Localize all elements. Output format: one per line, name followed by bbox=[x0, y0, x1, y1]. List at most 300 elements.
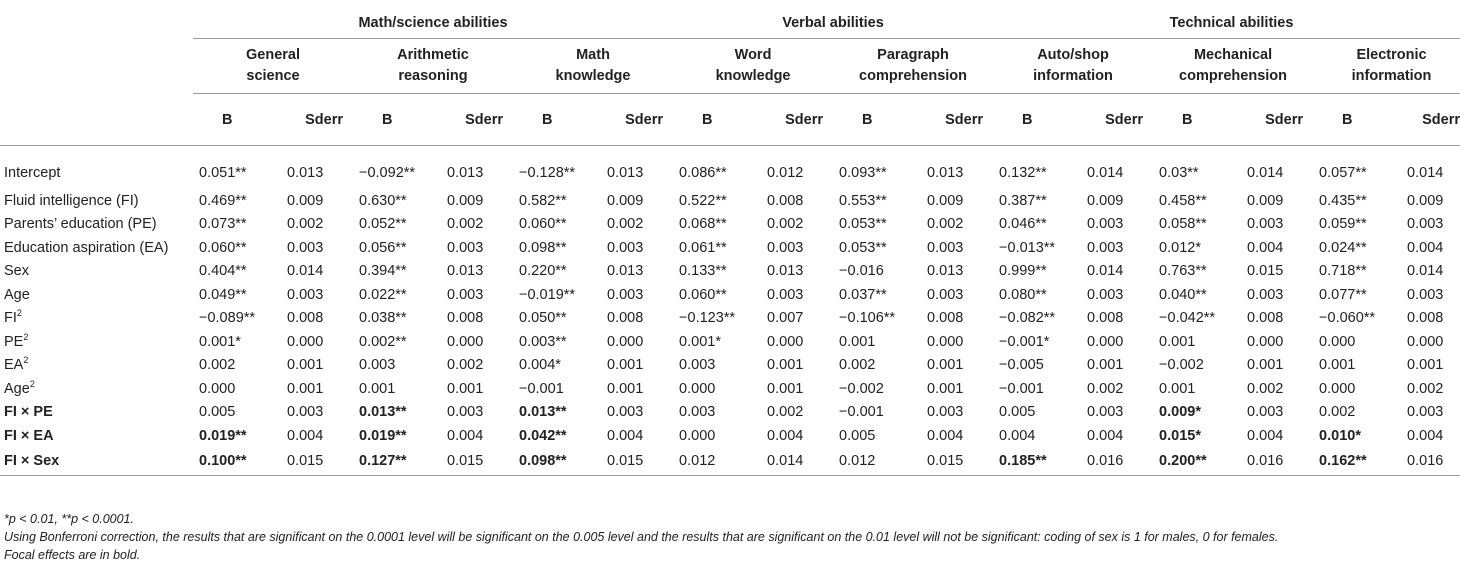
column-header-sderr: Sderr bbox=[785, 111, 824, 128]
row-label bbox=[0, 377, 193, 401]
coefficient-cell: 0.002** bbox=[359, 333, 407, 350]
sderr-cell: 0.013 bbox=[607, 263, 644, 280]
coefficient-cell: 0.582** bbox=[519, 192, 567, 209]
coefficient-cell: 0.019** bbox=[359, 427, 407, 444]
sderr-cell: 0.009 bbox=[1407, 192, 1444, 209]
sderr-cell: 0.003 bbox=[1087, 404, 1124, 421]
coefficient-cell: 0.100** bbox=[199, 452, 247, 469]
row-label-text: Intercept bbox=[4, 164, 61, 181]
coefficient-cell: 0.012* bbox=[1159, 239, 1201, 256]
sderr-cell: 0.008 bbox=[287, 310, 324, 327]
sderr-cell: 0.014 bbox=[287, 263, 324, 280]
row-label-text: FI × PE bbox=[4, 404, 53, 421]
subtest-header bbox=[513, 39, 673, 94]
coefficient-cell: 0.132** bbox=[999, 164, 1047, 181]
coefficient-cell: 0.200** bbox=[1159, 452, 1207, 469]
row-label-text: Fluid intelligence (FI) bbox=[4, 192, 139, 209]
coefficient-cell: 0.052** bbox=[359, 216, 407, 233]
coefficient-cell: 0.024** bbox=[1319, 239, 1367, 256]
column-header-b: B bbox=[382, 111, 393, 128]
row-label bbox=[0, 260, 193, 284]
sderr-cell: 0.001 bbox=[767, 380, 804, 397]
coefficient-cell: −0.001* bbox=[999, 333, 1050, 350]
sderr-cell: 0.000 bbox=[1407, 333, 1444, 350]
coefficient-cell: 0.522** bbox=[679, 192, 727, 209]
sderr-cell: 0.015 bbox=[927, 452, 964, 469]
row-label bbox=[0, 424, 193, 448]
coefficient-cell: 0.002 bbox=[199, 357, 236, 374]
sderr-cell: 0.000 bbox=[1087, 333, 1124, 350]
table-row bbox=[0, 354, 1460, 378]
sderr-cell: 0.003 bbox=[927, 404, 964, 421]
coefficient-cell: 0.073** bbox=[199, 216, 247, 233]
sderr-cell: 0.001 bbox=[1087, 357, 1124, 374]
coefficient-cell: 0.001* bbox=[199, 333, 241, 350]
coefficient-cell: 0.005 bbox=[999, 404, 1036, 421]
sderr-cell: 0.013 bbox=[607, 164, 644, 181]
footnote-bonferroni: Using Bonferroni correction, the results that are significant on the 0.0001 level will be significant on the 0.005 level and the results that are significant on the 0.01 level will not be significant: coding of sex is 1 for males, 0 for females. bbox=[4, 530, 1279, 544]
sderr-cell: 0.004 bbox=[1247, 427, 1284, 444]
coefficient-cell: 0.003** bbox=[519, 333, 567, 350]
sderr-cell: 0.004 bbox=[1407, 427, 1444, 444]
subtest-header bbox=[1313, 39, 1460, 94]
table-row bbox=[0, 330, 1460, 354]
sderr-cell: 0.008 bbox=[1407, 310, 1444, 327]
group-header-row bbox=[0, 8, 1460, 39]
sderr-cell: 0.003 bbox=[447, 239, 484, 256]
coefficient-cell: 0.098** bbox=[519, 452, 567, 469]
coefficient-cell: −0.060** bbox=[1319, 310, 1376, 327]
sderr-cell: 0.001 bbox=[1407, 357, 1444, 374]
coefficient-cell: 0.002 bbox=[1319, 404, 1356, 421]
column-header-b: B bbox=[1182, 111, 1193, 128]
subtest-header bbox=[673, 39, 833, 94]
table-row bbox=[0, 377, 1460, 401]
row-label-text: Sex bbox=[4, 263, 29, 280]
sderr-cell: 0.003 bbox=[1087, 286, 1124, 303]
coefficient-cell: 0.040** bbox=[1159, 286, 1207, 303]
coefficient-cell: 0.458** bbox=[1159, 192, 1207, 209]
sderr-cell: 0.007 bbox=[767, 310, 804, 327]
sderr-cell: 0.002 bbox=[927, 216, 964, 233]
coefficient-cell: −0.092** bbox=[359, 164, 416, 181]
subtest-header-line: knowledge bbox=[555, 68, 631, 84]
sderr-cell: 0.016 bbox=[1087, 452, 1124, 469]
coefficient-cell: 0.061** bbox=[679, 239, 727, 256]
row-label-superscript: 2 bbox=[23, 331, 29, 342]
sderr-cell: 0.008 bbox=[767, 192, 804, 209]
coefficient-cell: 0.050** bbox=[519, 310, 567, 327]
sderr-cell: 0.003 bbox=[287, 404, 324, 421]
subtest-header bbox=[1153, 39, 1313, 94]
subtest-header-line: information bbox=[1351, 68, 1432, 84]
sderr-cell: 0.008 bbox=[927, 310, 964, 327]
row-label bbox=[0, 213, 193, 237]
coefficient-cell: 0.162** bbox=[1319, 452, 1367, 469]
sderr-cell: 0.015 bbox=[607, 452, 644, 469]
sderr-cell: 0.001 bbox=[287, 380, 324, 397]
coefficient-cell: 0.469** bbox=[199, 192, 247, 209]
table-row bbox=[0, 448, 1460, 474]
coefficient-cell: 0.086** bbox=[679, 164, 727, 181]
column-header-sderr: Sderr bbox=[1105, 111, 1144, 128]
coefficient-cell: 0.093** bbox=[839, 164, 887, 181]
sderr-cell: 0.001 bbox=[447, 380, 484, 397]
coefficient-cell: 0.001 bbox=[1319, 357, 1356, 374]
coefficient-cell: 0.718** bbox=[1319, 263, 1367, 280]
table-body bbox=[0, 146, 1460, 474]
sderr-cell: 0.003 bbox=[1247, 286, 1284, 303]
coefficient-cell: 0.077** bbox=[1319, 286, 1367, 303]
subtest-header-line: comprehension bbox=[859, 68, 968, 84]
coefficient-cell: −0.123** bbox=[679, 310, 736, 327]
subtest-header bbox=[353, 39, 513, 94]
coefficient-cell: −0.002 bbox=[839, 380, 884, 397]
sderr-cell: 0.014 bbox=[1407, 164, 1444, 181]
subtest-header-line: Mechanical bbox=[1193, 47, 1273, 63]
coefficient-cell: 0.387** bbox=[999, 192, 1047, 209]
coefficient-cell: 0.056** bbox=[359, 239, 407, 256]
subtest-header-line: Math bbox=[576, 47, 610, 63]
group-header-technical: Technical abilities bbox=[993, 8, 1460, 39]
coefficient-cell: 0.003 bbox=[679, 357, 716, 374]
row-label-text: Age bbox=[4, 286, 30, 303]
sderr-cell: 0.002 bbox=[1407, 380, 1444, 397]
row-label bbox=[0, 401, 193, 425]
corner-cell bbox=[0, 94, 193, 146]
coefficient-cell: 0.080** bbox=[999, 286, 1047, 303]
table-row bbox=[0, 146, 1460, 190]
coefficient-cell: −0.106** bbox=[839, 310, 896, 327]
column-header-sderr: Sderr bbox=[1265, 111, 1304, 128]
sderr-cell: 0.015 bbox=[287, 452, 324, 469]
subtest-header-line: science bbox=[246, 68, 300, 84]
sderr-cell: 0.001 bbox=[1247, 357, 1284, 374]
subtest-header-line: reasoning bbox=[398, 68, 468, 84]
table-footnotes bbox=[4, 510, 1456, 564]
footnote-focal: Focal effects are in bold. bbox=[4, 548, 141, 562]
regression-table bbox=[0, 8, 1460, 474]
sderr-cell: 0.003 bbox=[927, 286, 964, 303]
coefficient-cell: 0.03** bbox=[1159, 164, 1199, 181]
table-row bbox=[0, 283, 1460, 307]
column-header-sderr: Sderr bbox=[1422, 111, 1460, 128]
row-label-superscript: 2 bbox=[29, 378, 35, 389]
sderr-cell: 0.003 bbox=[607, 404, 644, 421]
column-header-b: B bbox=[542, 111, 553, 128]
sderr-cell: 0.001 bbox=[607, 357, 644, 374]
sderr-cell: 0.009 bbox=[607, 192, 644, 209]
row-label-text: PE bbox=[4, 333, 24, 350]
subtest-header-line: General bbox=[246, 47, 300, 63]
sderr-cell: 0.001 bbox=[927, 357, 964, 374]
sderr-cell: 0.001 bbox=[287, 357, 324, 374]
coefficient-cell: 0.053** bbox=[839, 239, 887, 256]
row-label bbox=[0, 448, 193, 474]
row-label bbox=[0, 354, 193, 378]
coefficient-cell: 0.000 bbox=[199, 380, 236, 397]
subtest-header bbox=[193, 39, 353, 94]
sderr-cell: 0.004 bbox=[1247, 239, 1284, 256]
sderr-cell: 0.004 bbox=[1087, 427, 1124, 444]
table-row bbox=[0, 260, 1460, 284]
coefficient-cell: 0.763** bbox=[1159, 263, 1207, 280]
sderr-cell: 0.003 bbox=[1087, 216, 1124, 233]
coefficient-cell: 0.009* bbox=[1159, 404, 1201, 421]
coefficient-cell: 0.058** bbox=[1159, 216, 1207, 233]
row-label-text: FI × EA bbox=[4, 427, 54, 444]
column-header-b: B bbox=[862, 111, 873, 128]
sderr-cell: 0.002 bbox=[1247, 380, 1284, 397]
table-row bbox=[0, 236, 1460, 260]
sderr-cell: 0.002 bbox=[767, 404, 804, 421]
coefficient-cell: −0.016 bbox=[839, 263, 884, 280]
sderr-cell: 0.014 bbox=[767, 452, 804, 469]
coefficient-cell: 0.004* bbox=[519, 357, 561, 374]
sderr-cell: 0.014 bbox=[1087, 164, 1124, 181]
subtest-header-line: knowledge bbox=[715, 68, 791, 84]
coefficient-cell: 0.435** bbox=[1319, 192, 1367, 209]
row-label bbox=[0, 330, 193, 354]
sderr-cell: 0.015 bbox=[447, 452, 484, 469]
sderr-cell: 0.014 bbox=[1407, 263, 1444, 280]
subtest-header-line: Arithmetic bbox=[397, 47, 469, 63]
group-header-verbal: Verbal abilities bbox=[673, 8, 993, 39]
coefficient-cell: −0.128** bbox=[519, 164, 576, 181]
sderr-cell: 0.003 bbox=[287, 286, 324, 303]
coefficient-cell: −0.002 bbox=[1159, 357, 1204, 374]
coefficient-cell: 0.394** bbox=[359, 263, 407, 280]
sderr-cell: 0.004 bbox=[607, 427, 644, 444]
sderr-cell: 0.000 bbox=[767, 333, 804, 350]
sderr-cell: 0.003 bbox=[287, 239, 324, 256]
row-label-text: EA bbox=[4, 357, 24, 374]
sderr-cell: 0.000 bbox=[927, 333, 964, 350]
row-label-text: FI bbox=[4, 310, 17, 327]
row-label-text: Parents’ education (PE) bbox=[4, 216, 157, 233]
coefficient-cell: 0.005 bbox=[839, 427, 876, 444]
row-label bbox=[0, 307, 193, 331]
sderr-cell: 0.000 bbox=[447, 333, 484, 350]
column-header-sderr: Sderr bbox=[625, 111, 664, 128]
coefficient-cell: 0.038** bbox=[359, 310, 407, 327]
coefficient-cell: 0.042** bbox=[519, 427, 567, 444]
sderr-cell: 0.016 bbox=[1247, 452, 1284, 469]
coefficient-cell: −0.001 bbox=[839, 404, 884, 421]
sderr-cell: 0.016 bbox=[1407, 452, 1444, 469]
subtest-header-line: comprehension bbox=[1179, 68, 1288, 84]
sderr-cell: 0.002 bbox=[287, 216, 324, 233]
coefficient-cell: 0.003 bbox=[679, 404, 716, 421]
coefficient-cell: −0.001 bbox=[999, 380, 1044, 397]
coefficient-cell: −0.001 bbox=[519, 380, 564, 397]
coefficient-cell: 0.019** bbox=[199, 427, 247, 444]
sderr-cell: 0.001 bbox=[607, 380, 644, 397]
sderr-cell: 0.003 bbox=[927, 239, 964, 256]
sderr-cell: 0.002 bbox=[767, 216, 804, 233]
sderr-cell: 0.003 bbox=[1407, 216, 1444, 233]
coefficient-cell: 0.012 bbox=[679, 452, 716, 469]
sderr-cell: 0.009 bbox=[1087, 192, 1124, 209]
row-label bbox=[0, 146, 193, 190]
table-row bbox=[0, 307, 1460, 331]
row-label-text: Age bbox=[4, 380, 30, 397]
row-label-text: FI × Sex bbox=[4, 452, 60, 469]
sderr-cell: 0.013 bbox=[447, 164, 484, 181]
coefficient-cell: 0.060** bbox=[519, 216, 567, 233]
coefficient-cell: 0.098** bbox=[519, 239, 567, 256]
coefficient-cell: 0.013** bbox=[359, 404, 407, 421]
sderr-cell: 0.003 bbox=[607, 239, 644, 256]
corner-cell bbox=[0, 8, 193, 39]
coefficient-cell: 0.051** bbox=[199, 164, 247, 181]
sderr-cell: 0.014 bbox=[1247, 164, 1284, 181]
sderr-cell: 0.013 bbox=[447, 263, 484, 280]
corner-cell bbox=[0, 39, 193, 94]
table-row bbox=[0, 424, 1460, 448]
coefficient-cell: 0.022** bbox=[359, 286, 407, 303]
sderr-cell: 0.015 bbox=[1247, 263, 1284, 280]
column-header-sderr: Sderr bbox=[945, 111, 984, 128]
coefficient-cell: 0.013** bbox=[519, 404, 567, 421]
sderr-cell: 0.003 bbox=[447, 404, 484, 421]
sderr-cell: 0.003 bbox=[1247, 404, 1284, 421]
coefficient-cell: 0.001 bbox=[359, 380, 396, 397]
coefficient-cell: 0.057** bbox=[1319, 164, 1367, 181]
coefficient-cell: 0.000 bbox=[679, 380, 716, 397]
sderr-cell: 0.003 bbox=[1407, 286, 1444, 303]
sderr-cell: 0.004 bbox=[927, 427, 964, 444]
coefficient-cell: 0.404** bbox=[199, 263, 247, 280]
coefficient-cell: 0.001* bbox=[679, 333, 721, 350]
coefficient-cell: −0.019** bbox=[519, 286, 576, 303]
coefficient-cell: 0.053** bbox=[839, 216, 887, 233]
sderr-cell: 0.001 bbox=[767, 357, 804, 374]
coefficient-cell: 0.553** bbox=[839, 192, 887, 209]
coefficient-cell: 0.010* bbox=[1319, 427, 1361, 444]
coefficient-cell: 0.000 bbox=[1319, 333, 1356, 350]
coefficient-cell: 0.015* bbox=[1159, 427, 1201, 444]
sderr-cell: 0.003 bbox=[607, 286, 644, 303]
sderr-cell: 0.002 bbox=[1087, 380, 1124, 397]
coefficient-cell: 0.001 bbox=[839, 333, 876, 350]
sderr-cell: 0.002 bbox=[607, 216, 644, 233]
sderr-cell: 0.004 bbox=[287, 427, 324, 444]
subtest-header-line: information bbox=[1033, 68, 1113, 84]
sderr-cell: 0.013 bbox=[287, 164, 324, 181]
sderr-cell: 0.013 bbox=[927, 263, 964, 280]
sderr-cell: 0.000 bbox=[287, 333, 324, 350]
subtest-header-line: Auto/shop bbox=[1037, 47, 1109, 63]
coefficient-cell: 0.000 bbox=[1319, 380, 1356, 397]
column-header-sderr: Sderr bbox=[305, 111, 343, 128]
table-row bbox=[0, 213, 1460, 237]
sderr-cell: 0.003 bbox=[1087, 239, 1124, 256]
sderr-cell: 0.012 bbox=[767, 164, 804, 181]
coefficient-cell: 0.060** bbox=[679, 286, 727, 303]
sderr-cell: 0.009 bbox=[287, 192, 324, 209]
row-label bbox=[0, 283, 193, 307]
coefficient-cell: 0.046** bbox=[999, 216, 1047, 233]
coefficient-cell: 0.185** bbox=[999, 452, 1047, 469]
coefficient-cell: 0.133** bbox=[679, 263, 727, 280]
sderr-cell: 0.003 bbox=[1247, 216, 1284, 233]
sderr-cell: 0.009 bbox=[447, 192, 484, 209]
sderr-cell: 0.002 bbox=[447, 357, 484, 374]
row-label bbox=[0, 189, 193, 213]
coefficient-header-row bbox=[0, 94, 1460, 146]
coefficient-cell: 0.060** bbox=[199, 239, 247, 256]
sderr-cell: 0.003 bbox=[767, 286, 804, 303]
coefficient-cell: −0.042** bbox=[1159, 310, 1216, 327]
sderr-cell: 0.002 bbox=[447, 216, 484, 233]
coefficient-cell: 0.012 bbox=[839, 452, 876, 469]
sderr-cell: 0.008 bbox=[1087, 310, 1124, 327]
coefficient-cell: 0.127** bbox=[359, 452, 407, 469]
sderr-cell: 0.003 bbox=[1407, 404, 1444, 421]
coefficient-cell: 0.005 bbox=[199, 404, 236, 421]
coefficient-cell: 0.068** bbox=[679, 216, 727, 233]
sderr-cell: 0.000 bbox=[607, 333, 644, 350]
column-header-b: B bbox=[702, 111, 713, 128]
sderr-cell: 0.001 bbox=[927, 380, 964, 397]
sderr-cell: 0.014 bbox=[1087, 263, 1124, 280]
row-label-superscript: 2 bbox=[23, 355, 29, 366]
coefficient-cell: 0.002 bbox=[839, 357, 876, 374]
coefficient-cell: −0.089** bbox=[199, 310, 256, 327]
table-row bbox=[0, 189, 1460, 213]
subtest-header bbox=[993, 39, 1153, 94]
coefficient-cell: 0.000 bbox=[679, 427, 716, 444]
coefficient-cell: 0.004 bbox=[999, 427, 1036, 444]
row-label-text: Education aspiration (EA) bbox=[4, 239, 169, 256]
coefficient-cell: −0.005 bbox=[999, 357, 1044, 374]
subtest-header-row bbox=[0, 39, 1460, 94]
coefficient-cell: 0.220** bbox=[519, 263, 567, 280]
coefficient-cell: 0.049** bbox=[199, 286, 247, 303]
sderr-cell: 0.009 bbox=[927, 192, 964, 209]
subtest-header-line: Word bbox=[734, 47, 772, 63]
coefficient-cell: 0.001 bbox=[1159, 380, 1196, 397]
sderr-cell: 0.003 bbox=[767, 239, 804, 256]
row-label bbox=[0, 236, 193, 260]
column-header-sderr: Sderr bbox=[465, 111, 503, 128]
sderr-cell: 0.008 bbox=[447, 310, 484, 327]
sderr-cell: 0.000 bbox=[1247, 333, 1284, 350]
coefficient-cell: 0.037** bbox=[839, 286, 887, 303]
coefficient-cell: 0.999** bbox=[999, 263, 1047, 280]
coefficient-cell: −0.013** bbox=[999, 239, 1056, 256]
sderr-cell: 0.008 bbox=[1247, 310, 1284, 327]
column-header-b: B bbox=[222, 111, 233, 128]
subtest-header-line: Electronic bbox=[1356, 47, 1427, 63]
footnote-significance: *p < 0.01, **p < 0.0001. bbox=[4, 512, 134, 526]
coefficient-cell: 0.630** bbox=[359, 192, 407, 209]
sderr-cell: 0.008 bbox=[607, 310, 644, 327]
column-header-b: B bbox=[1022, 111, 1033, 128]
sderr-cell: 0.004 bbox=[447, 427, 484, 444]
coefficient-cell: 0.003 bbox=[359, 357, 396, 374]
column-header-b: B bbox=[1342, 111, 1353, 128]
coefficient-cell: 0.001 bbox=[1159, 333, 1196, 350]
sderr-cell: 0.004 bbox=[1407, 239, 1444, 256]
subtest-header bbox=[833, 39, 993, 94]
sderr-cell: 0.013 bbox=[767, 263, 804, 280]
sderr-cell: 0.003 bbox=[447, 286, 484, 303]
subtest-header-line: Paragraph bbox=[877, 47, 949, 63]
coefficient-cell: 0.059** bbox=[1319, 216, 1367, 233]
row-label-superscript: 2 bbox=[16, 308, 22, 319]
